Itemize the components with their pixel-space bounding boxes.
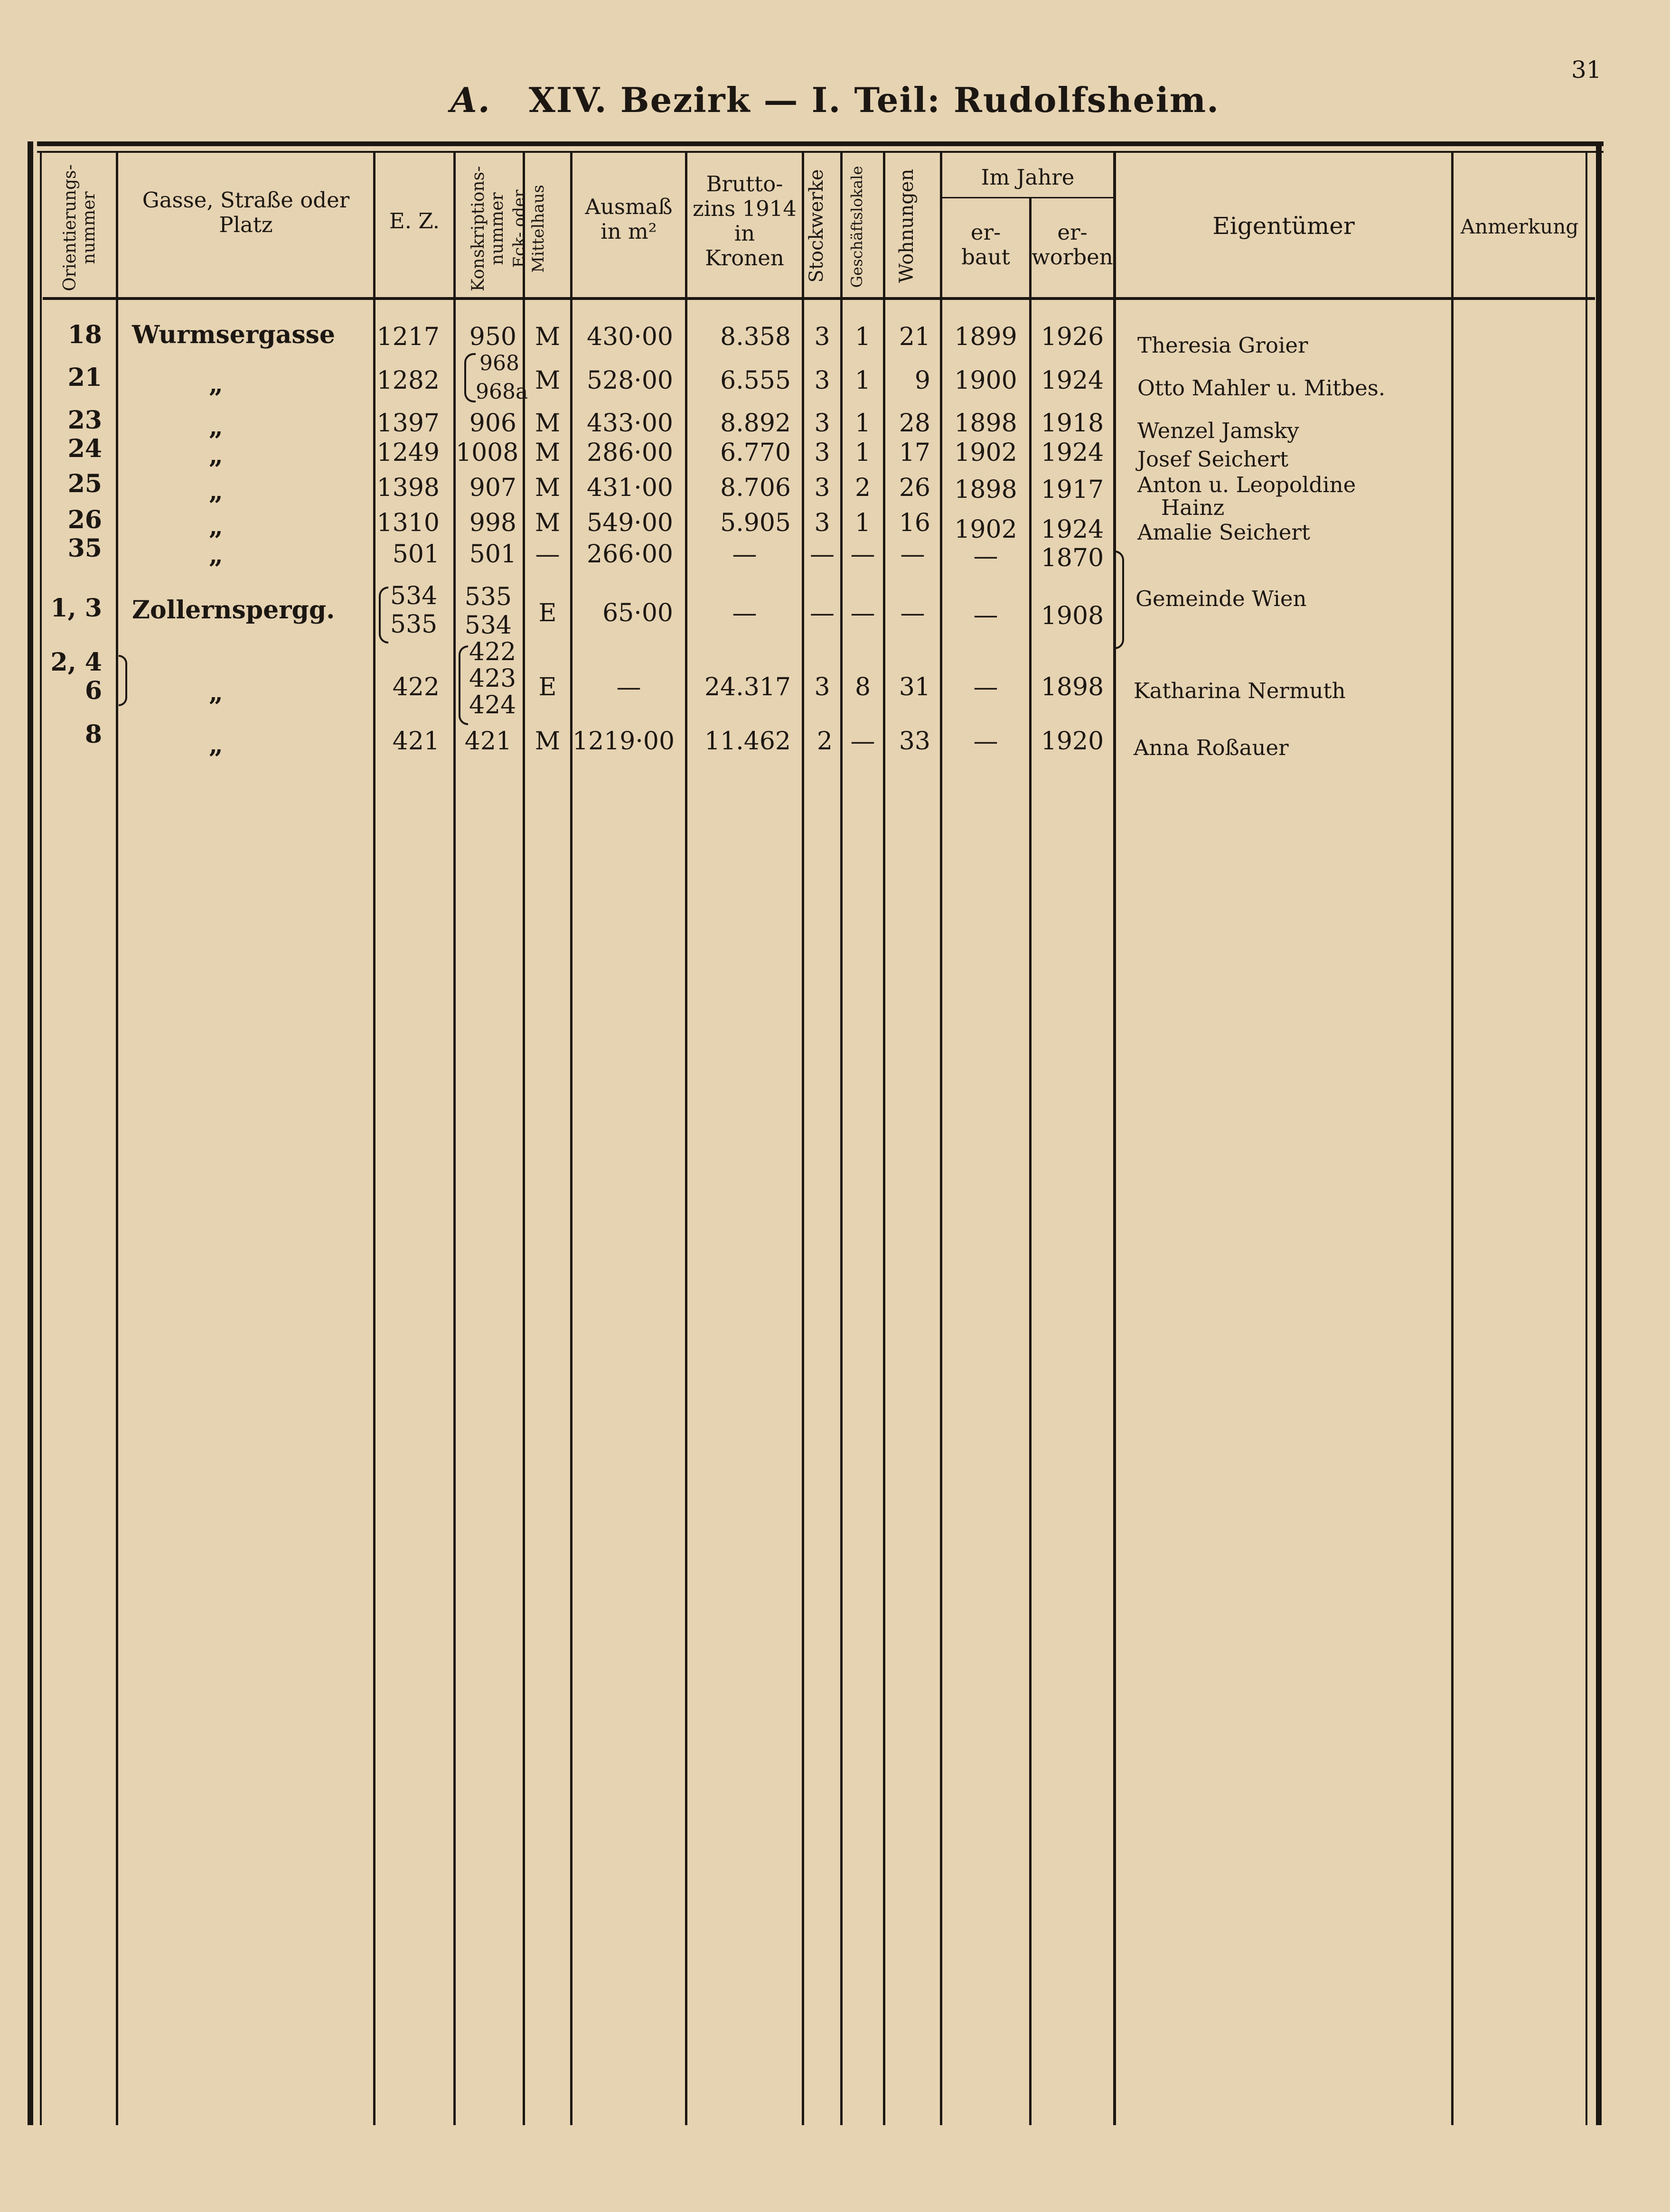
row-gasse: Wurmsergasse (132, 320, 335, 349)
row-konskr: 501 (469, 540, 516, 569)
row-gesch: — (850, 599, 875, 627)
row-zins: 8.358 (720, 323, 791, 351)
row-eck: M (535, 409, 561, 438)
header-erworben: er- worben (1032, 220, 1113, 270)
row-wohn: 16 (899, 509, 930, 537)
row-stock: 3 (814, 439, 830, 467)
header-ausmass: Ausmaß in m² (585, 194, 673, 244)
row-ausmass: 549·00 (587, 509, 673, 537)
row-erbaut: 1902 (954, 515, 1017, 544)
row-nr: 35 (67, 534, 102, 563)
brace (379, 587, 388, 644)
row-nr: 1, 3 (50, 594, 102, 623)
row-ausmass: 431·00 (587, 474, 673, 502)
header-konskription-text: Konskriptions- nummer (469, 166, 507, 292)
title-main: XIV. Bezirk — I. Teil: Rudolfsheim. (528, 80, 1220, 120)
row-stock: 3 (814, 366, 830, 395)
row-zins: 6.555 (720, 366, 791, 395)
row-erbaut: — (973, 727, 998, 756)
row-erworben: 1924 (1041, 515, 1104, 544)
header-konskription (469, 162, 507, 295)
row-konskr-a: 422 (469, 638, 516, 666)
row-konskr: 907 (469, 474, 516, 502)
title-section: A. (450, 80, 491, 120)
row-ausmass: 65·00 (602, 599, 673, 627)
row-nr-b: 6 (84, 676, 102, 705)
brace (459, 645, 468, 725)
page-title (0, 80, 1670, 120)
row-ez-a: 534 (390, 582, 438, 610)
row-erbaut: 1899 (954, 323, 1017, 351)
row-zins: 6.770 (720, 439, 791, 467)
row-stock: 2 (816, 727, 833, 756)
row-gesch: — (850, 540, 875, 569)
row-ausmass: 1219·00 (572, 727, 675, 756)
header-stockwerke: Stockwerke (806, 169, 827, 283)
header-orientierung-text: Orientierungs- nummer (60, 164, 99, 291)
row-erbaut: 1902 (954, 439, 1017, 467)
row-gesch: 8 (854, 673, 871, 701)
header-eck (510, 181, 548, 276)
row-erbaut: — (973, 601, 998, 629)
row-wohn: 26 (899, 474, 930, 502)
row-owner: Amalie Seichert (1137, 520, 1310, 545)
row-ausmass: 433·00 (587, 409, 673, 438)
row-gasse: „ (209, 441, 223, 470)
header-erbaut: er- baut (961, 220, 1010, 270)
row-konskr-a: 535 (464, 583, 512, 611)
row-gasse: „ (209, 412, 223, 441)
row-gasse: Zollernspergg. (132, 596, 335, 625)
row-ez: 421 (392, 727, 440, 756)
row-ez: 1217 (376, 323, 440, 351)
row-nr: 26 (67, 505, 102, 534)
header-eck-text: Eck- oder Mittelhaus (510, 185, 548, 273)
row-erworben: 1870 (1041, 544, 1104, 572)
row-erworben: 1908 (1041, 602, 1104, 630)
row-nr-a: 2, 4 (50, 648, 102, 677)
row-wohn: 28 (899, 409, 930, 438)
header-wohnungen: Wohnungen (896, 168, 918, 283)
row-ausmass: 286·00 (587, 439, 673, 467)
row-stock: 3 (814, 323, 830, 351)
row-eck: E (538, 673, 557, 701)
brace (464, 353, 476, 402)
row-erworben: 1917 (1041, 476, 1104, 504)
row-erworben: 1924 (1041, 366, 1104, 395)
row-stock: 3 (814, 409, 830, 438)
row-wohn: — (900, 599, 925, 627)
row-erworben: 1926 (1041, 323, 1104, 351)
row-ez: 1282 (376, 366, 440, 395)
row-owner: Theresia Groier (1137, 333, 1308, 358)
brace (119, 655, 127, 706)
row-nr: 23 (67, 406, 102, 435)
row-owner: Anton u. Leopoldine (1137, 472, 1356, 497)
header-orientierung (61, 161, 99, 294)
row-wohn: 33 (899, 727, 930, 756)
row-wohn: — (900, 540, 925, 569)
row-wohn: 17 (899, 439, 930, 467)
header-im-jahre: Im Jahre (981, 165, 1075, 190)
row-gasse: „ (209, 512, 223, 541)
row-gesch: 1 (854, 439, 871, 467)
row-konskr-b: 534 (464, 611, 512, 640)
header-eigentuemer: Eigentümer (1212, 212, 1355, 240)
row-ausmass: 430·00 (587, 323, 673, 351)
header-anmerkung: Anmerkung (1460, 215, 1579, 238)
row-stock: — (810, 540, 835, 569)
row-owner: Anna Roßauer (1134, 735, 1289, 760)
row-konskr-c: 424 (469, 691, 516, 719)
row-ez: 501 (392, 540, 440, 569)
row-erworben: 1924 (1041, 439, 1104, 467)
row-konskr: 950 (469, 323, 516, 351)
row-stock: 3 (814, 474, 830, 502)
row-nr: 25 (67, 469, 102, 498)
row-eck: M (535, 509, 561, 537)
row-ausmass: — (616, 673, 641, 701)
row-konskr: 421 (464, 727, 512, 756)
row-nr: 8 (84, 720, 102, 749)
row-gesch: 1 (854, 323, 871, 351)
row-owner-2: Hainz (1161, 495, 1225, 520)
row-gesch: 1 (854, 509, 871, 537)
row-konskr-b: 968a (476, 380, 528, 404)
row-konskr-a: 968 (479, 351, 519, 375)
row-owner: Wenzel Jamsky (1137, 418, 1299, 443)
row-konskr-b: 423 (469, 664, 516, 693)
brace (1115, 551, 1124, 649)
row-ez-b: 535 (390, 610, 438, 639)
row-erbaut: 1898 (954, 476, 1017, 504)
row-gasse: „ (209, 730, 223, 759)
row-zins: — (732, 599, 757, 627)
row-wohn: 9 (914, 366, 930, 395)
row-gesch: 1 (854, 366, 871, 395)
row-eck: M (535, 366, 561, 395)
row-eck: — (535, 540, 560, 569)
row-wohn: 31 (899, 673, 930, 701)
row-owner: Otto Mahler u. Mitbes. (1137, 375, 1386, 401)
row-zins: 5.905 (720, 509, 791, 537)
row-eck: M (535, 439, 561, 467)
row-eck: E (538, 599, 557, 627)
row-gasse: „ (209, 477, 223, 506)
row-konskr: 1008 (456, 439, 519, 467)
row-nr: 18 (67, 320, 102, 349)
row-gesch: 2 (854, 474, 871, 502)
row-zins: 11.462 (704, 727, 791, 756)
row-owner: Gemeinde Wien (1135, 586, 1307, 611)
row-ez: 422 (392, 673, 440, 701)
row-wohn: 21 (899, 323, 930, 351)
row-konskr: 906 (469, 409, 516, 438)
row-zins: 8.892 (720, 409, 791, 438)
row-gesch: 1 (854, 409, 871, 438)
row-owner: Katharina Nermuth (1134, 678, 1346, 703)
row-ez: 1397 (376, 409, 440, 438)
row-zins: 24.317 (704, 673, 791, 701)
row-eck: M (535, 323, 561, 351)
row-stock: — (810, 599, 835, 627)
row-nr: 21 (67, 363, 102, 392)
row-erbaut: 1900 (954, 366, 1017, 395)
row-eck: M (535, 474, 561, 502)
row-erbaut: — (973, 542, 998, 570)
row-gasse: „ (209, 541, 223, 569)
row-nr: 24 (67, 434, 102, 463)
row-erworben: 1898 (1041, 673, 1104, 701)
header-bruttozins: Brutto- zins 1914 in Kronen (692, 171, 797, 271)
row-gasse: „ (209, 678, 223, 707)
page-number: 31 (1571, 56, 1602, 84)
row-eck: M (535, 727, 561, 756)
row-ez: 1398 (376, 474, 440, 502)
row-erbaut: 1898 (954, 409, 1017, 438)
header-ez: E. Z. (389, 208, 440, 233)
header-gasse: Gasse, Straße oder Platz (142, 187, 350, 237)
row-gasse: „ (209, 370, 223, 399)
row-ausmass: 528·00 (587, 366, 673, 395)
row-zins: 8.706 (720, 474, 791, 502)
row-ez: 1249 (376, 439, 440, 467)
header-geschaeft: Geschäftslokale (848, 166, 866, 288)
row-ez: 1310 (376, 509, 440, 537)
row-erworben: 1918 (1041, 409, 1104, 438)
row-erworben: 1920 (1041, 727, 1104, 756)
row-konskr: 998 (469, 509, 516, 537)
row-stock: 3 (814, 673, 830, 701)
row-zins: — (732, 540, 757, 569)
row-stock: 3 (814, 509, 830, 537)
row-erbaut: — (973, 673, 998, 701)
row-ausmass: 266·00 (587, 540, 673, 569)
row-owner: Josef Seichert (1137, 447, 1289, 472)
row-gesch: — (850, 727, 875, 756)
